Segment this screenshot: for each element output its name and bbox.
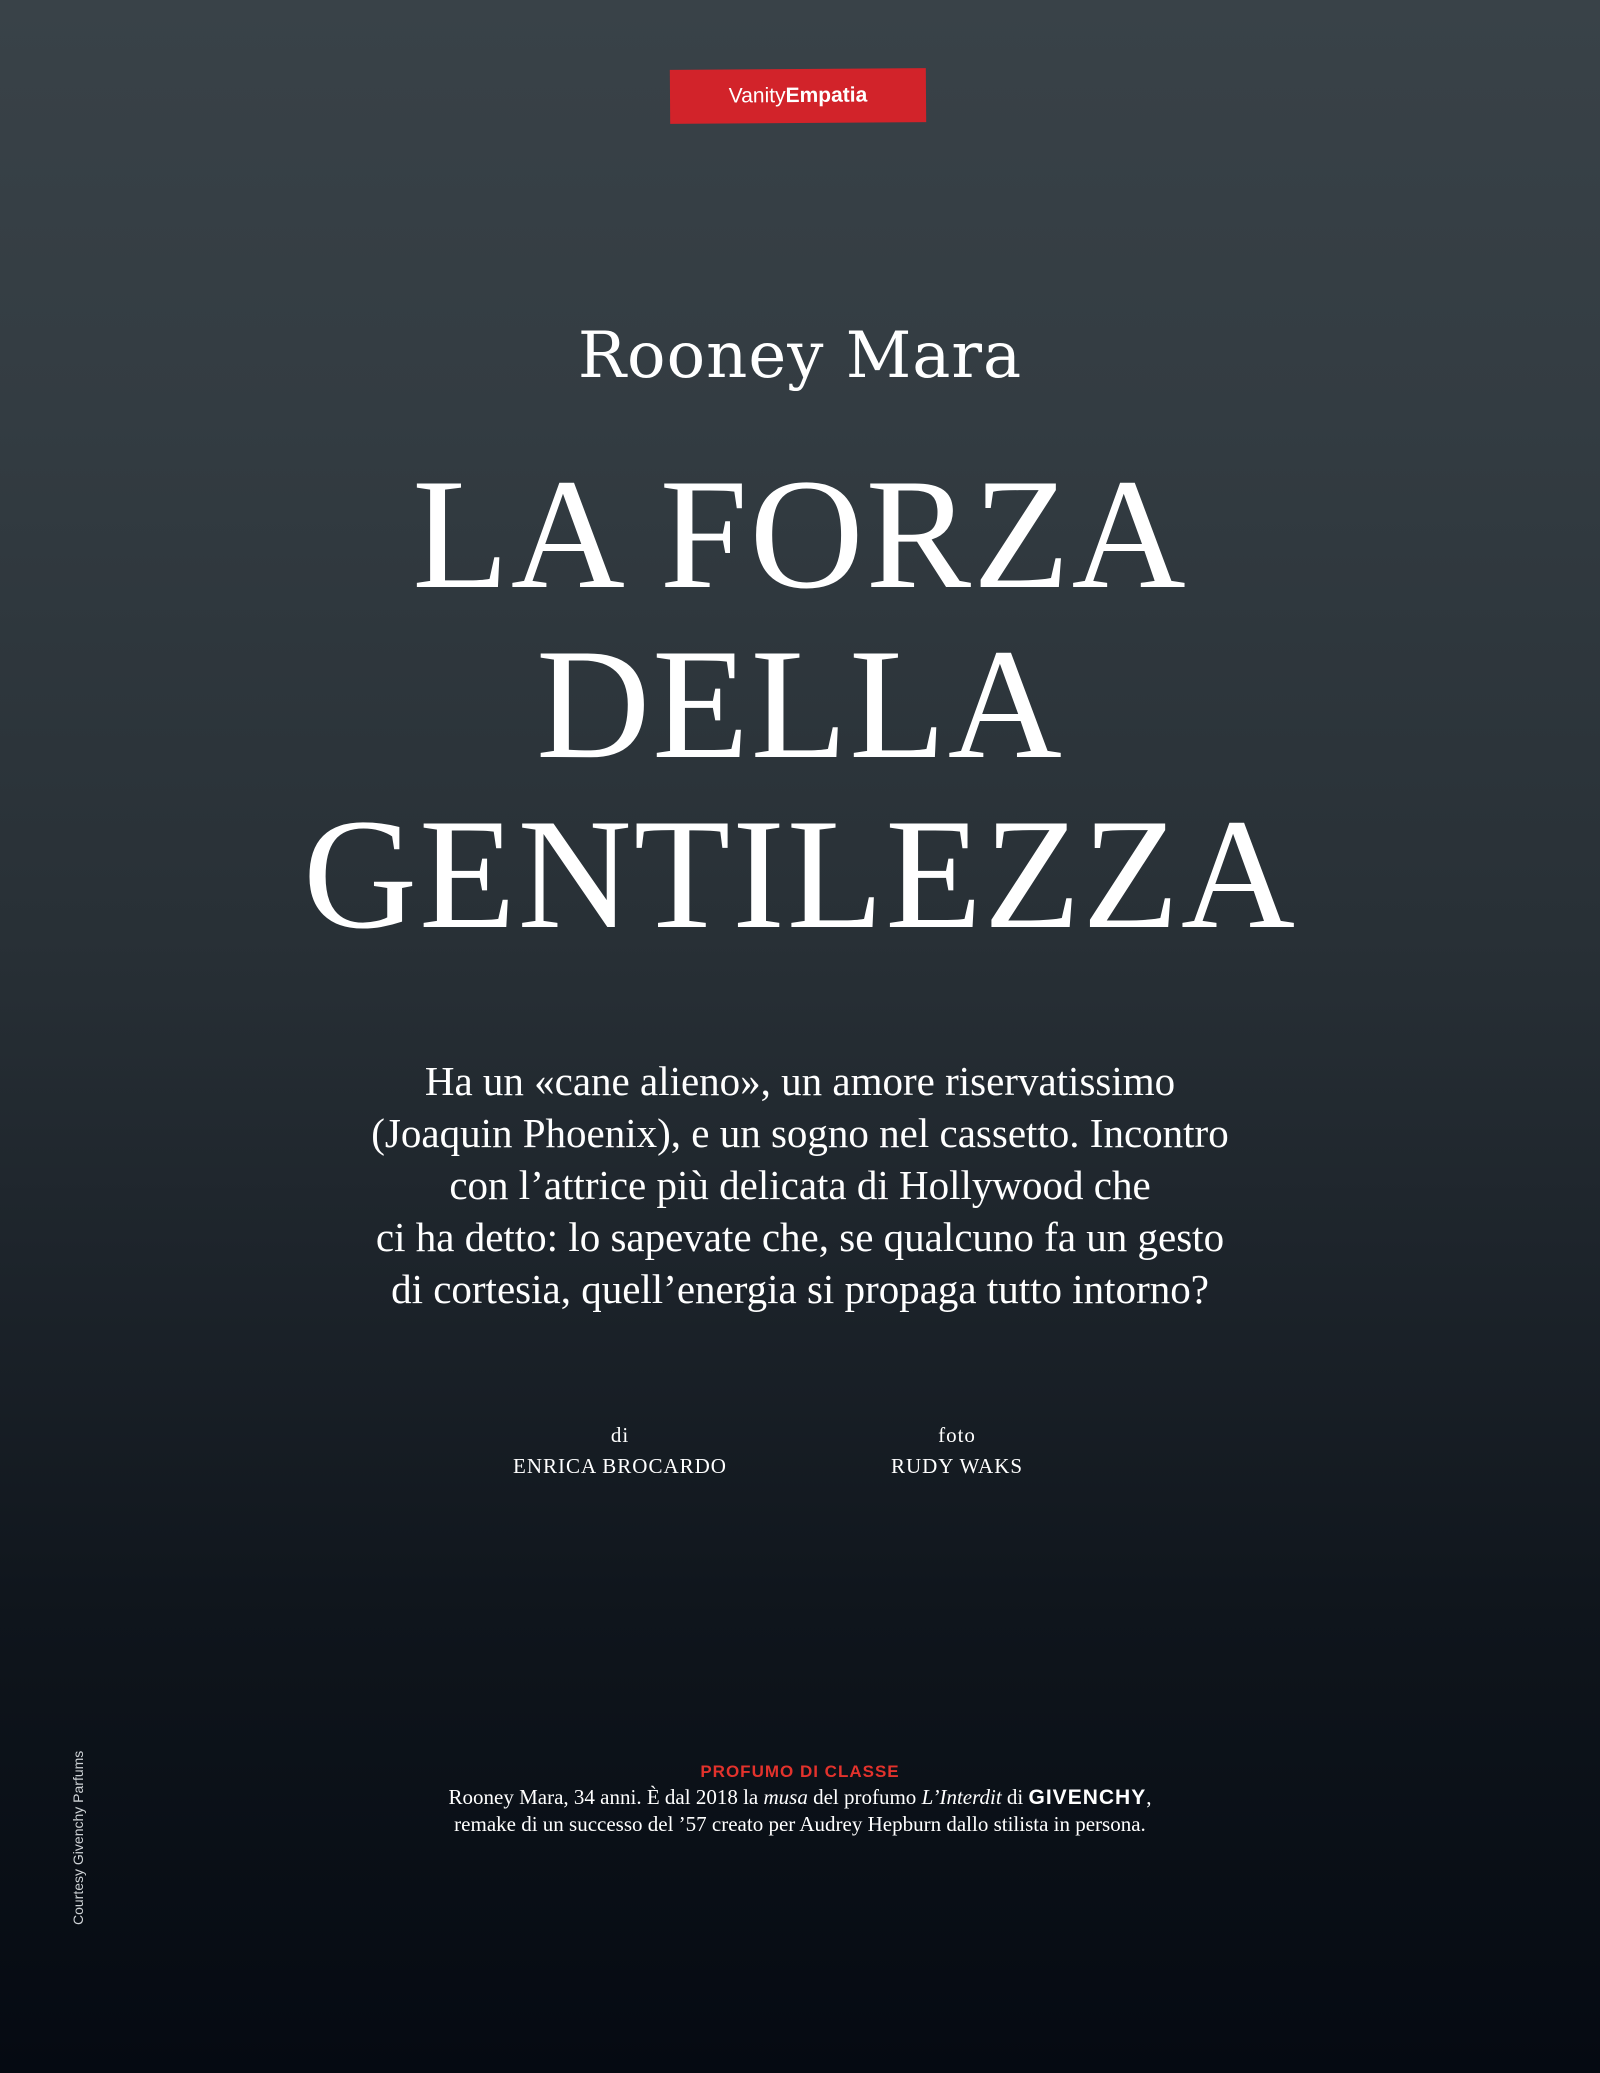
headline-line: LA FORZA [412, 447, 1188, 622]
caption-line-1 [300, 1784, 1300, 1811]
headline-line: GENTILEZZA [303, 787, 1297, 962]
caption-text: di [1001, 1785, 1029, 1809]
standfirst-line: ci ha detto: lo sapevate che, se qualcuno fa un gesto [375, 1214, 1225, 1260]
caption-italic-musa: musa [763, 1785, 808, 1809]
caption-line-2: remake di un successo del ’57 creato per Audrey Hepburn dallo stilista in persona. [454, 1812, 1146, 1836]
standfirst-line: Ha un «cane alieno», un amore riservatissimo [424, 1058, 1176, 1104]
photo-credit: Courtesy Givenchy Parfums [70, 1750, 86, 1925]
caption-title: PROFUMO DI CLASSE [700, 1762, 900, 1781]
standfirst-line: con l’attrice più delicata di Hollywood che [449, 1162, 1151, 1208]
caption-italic-product: L’Interdit [921, 1785, 1002, 1809]
photographer-credit-name: RUDY WAKS [890, 1454, 1024, 1478]
photo-caption [300, 1760, 1300, 1837]
caption-brand: GIVENCHY [1028, 1786, 1147, 1809]
writer-credit [460, 1420, 780, 1482]
standfirst-line: di cortesia, quell’energia si propaga tutto intorno? [391, 1266, 1209, 1312]
caption-text: , [1146, 1785, 1152, 1809]
section-tag-prefix: Vanity [728, 84, 786, 108]
kicker-name: Rooney Mara [577, 319, 1023, 393]
standfirst-line: (Joaquin Phoenix), e un sogno nel cassetto. Incontro [371, 1110, 1229, 1156]
writer-credit-name: ENRICA BROCARDO [513, 1454, 727, 1478]
photographer-credit-label: foto [938, 1423, 976, 1447]
headline-line: DELLA [536, 617, 1064, 792]
caption-text: del profumo [807, 1785, 922, 1809]
section-tag [670, 68, 926, 124]
headline [0, 447, 1600, 962]
standfirst [200, 1055, 1400, 1315]
section-tag-name: Empatia [785, 83, 868, 108]
caption-text: Rooney Mara, 34 anni. È dal 2018 la [448, 1785, 764, 1809]
writer-credit-label: di [610, 1423, 630, 1447]
photographer-credit [797, 1420, 1117, 1482]
